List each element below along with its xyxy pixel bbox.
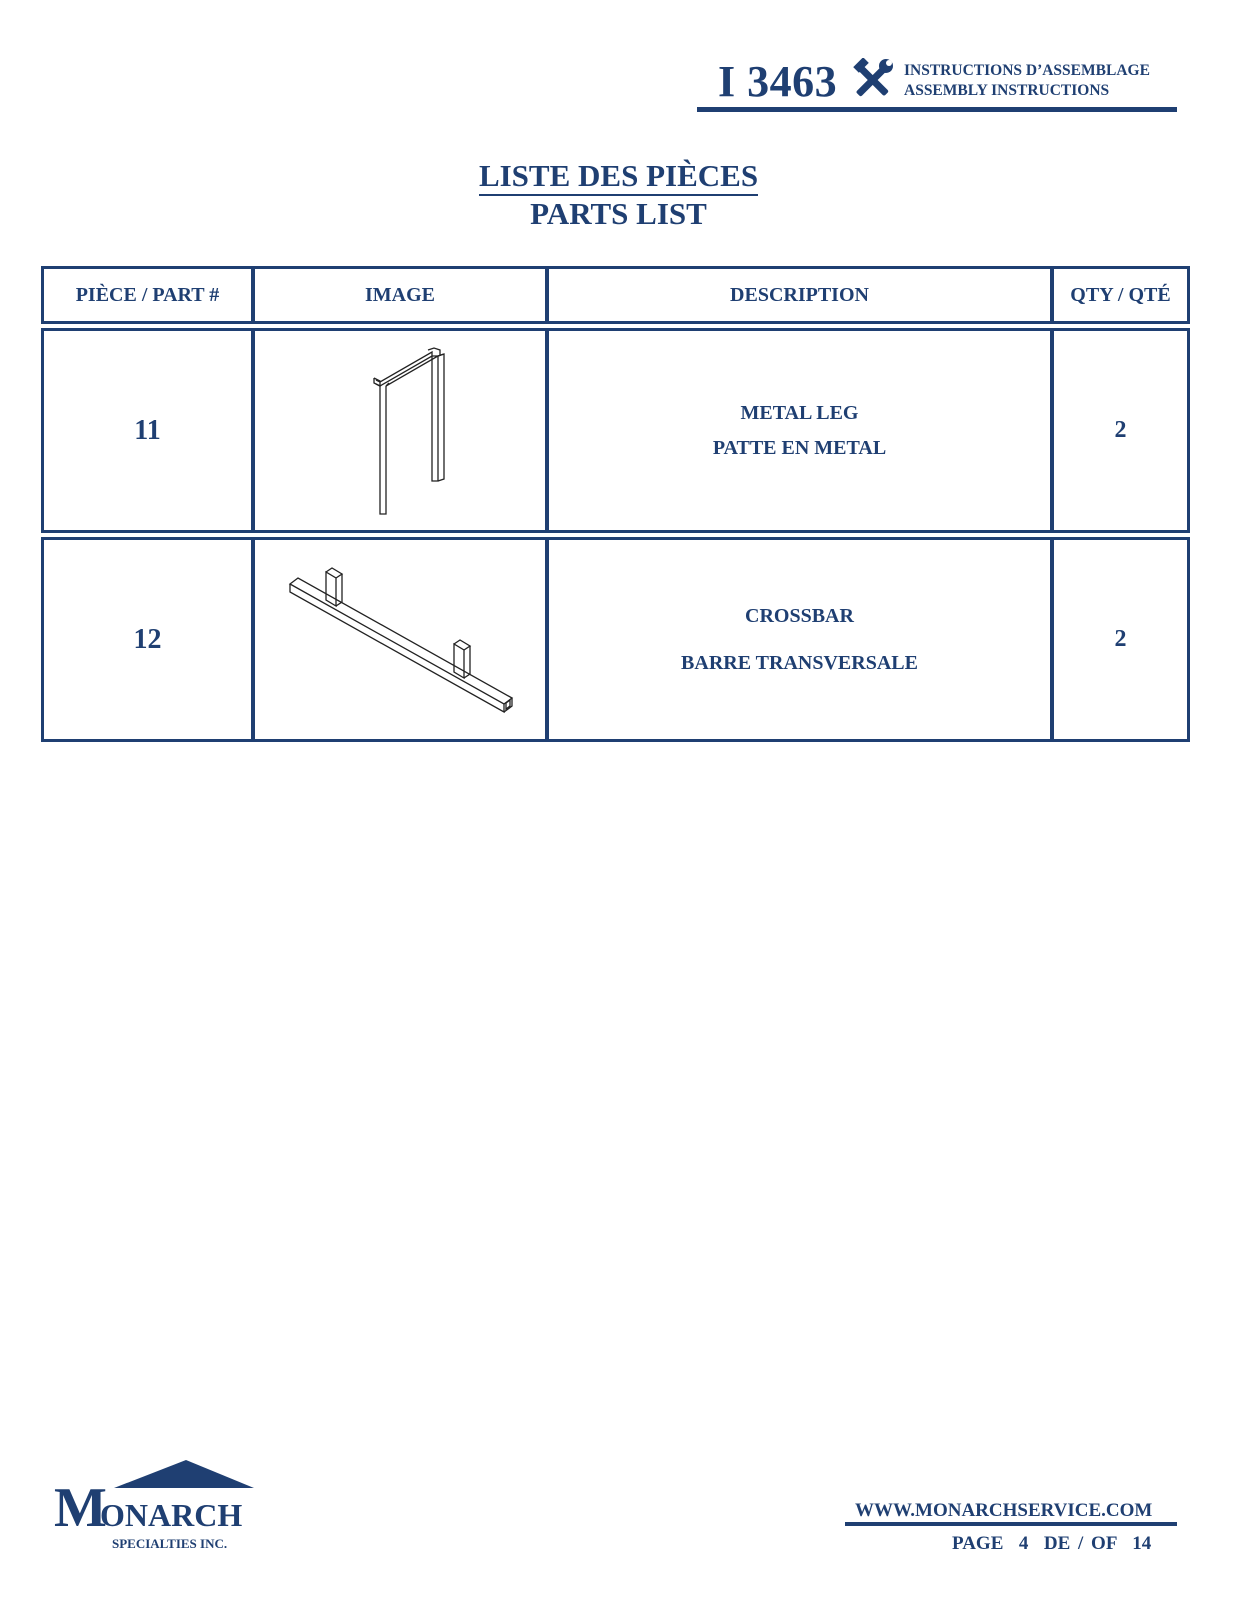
header-titles: [904, 61, 1150, 101]
header-qty: QTY / QTÉ: [1051, 266, 1190, 324]
metal-leg-drawing: [340, 346, 460, 516]
header-line-fr: INSTRUCTIONS D’ASSEMBLAGE: [904, 62, 1150, 79]
website-link[interactable]: WWW.MONARCHSERVICE.COM: [855, 1500, 1153, 1521]
part-quantity: 2: [1051, 537, 1190, 742]
header-line-en: ASSEMBLY INSTRUCTIONS: [904, 82, 1110, 99]
document-code: I 3463: [718, 57, 838, 106]
crossbar-drawing: [280, 560, 520, 720]
table-header-row: [41, 266, 1190, 324]
part-quantity: 2: [1051, 328, 1190, 533]
description-fr: BARRE TRANSVERSALE: [681, 651, 918, 674]
header-part: PIÈCE / PART #: [41, 266, 254, 324]
tools-icon: [850, 58, 894, 102]
page-number: PAGE 4 DE / OF 14: [952, 1533, 1152, 1554]
header-rule: [697, 107, 1177, 112]
table-row: [41, 328, 1190, 533]
part-image-cell: [252, 537, 548, 742]
part-number: 11: [41, 328, 254, 533]
footer-rule: [845, 1522, 1177, 1526]
monarch-logo: [54, 1460, 254, 1550]
logo-name: ONARCH: [100, 1497, 243, 1533]
page-title-fr-text: LISTE DES PIÈCES: [479, 158, 758, 196]
table-row: [41, 537, 1190, 742]
page-title-fr: [0, 158, 1237, 194]
part-description: [546, 537, 1053, 742]
logo-subtitle: SPECIALTIES INC.: [112, 1536, 228, 1550]
description-en: CROSSBAR: [745, 604, 854, 627]
header-description: DESCRIPTION: [546, 266, 1053, 324]
part-number: 12: [41, 537, 254, 742]
description-en: METAL LEG: [740, 401, 859, 424]
page-title-en: PARTS LIST: [530, 196, 707, 231]
part-image-cell: [252, 328, 548, 533]
logo-initial: M: [54, 1477, 107, 1539]
header-image: IMAGE: [252, 266, 548, 324]
part-description: [546, 328, 1053, 533]
description-fr: PATTE EN METAL: [712, 436, 887, 459]
